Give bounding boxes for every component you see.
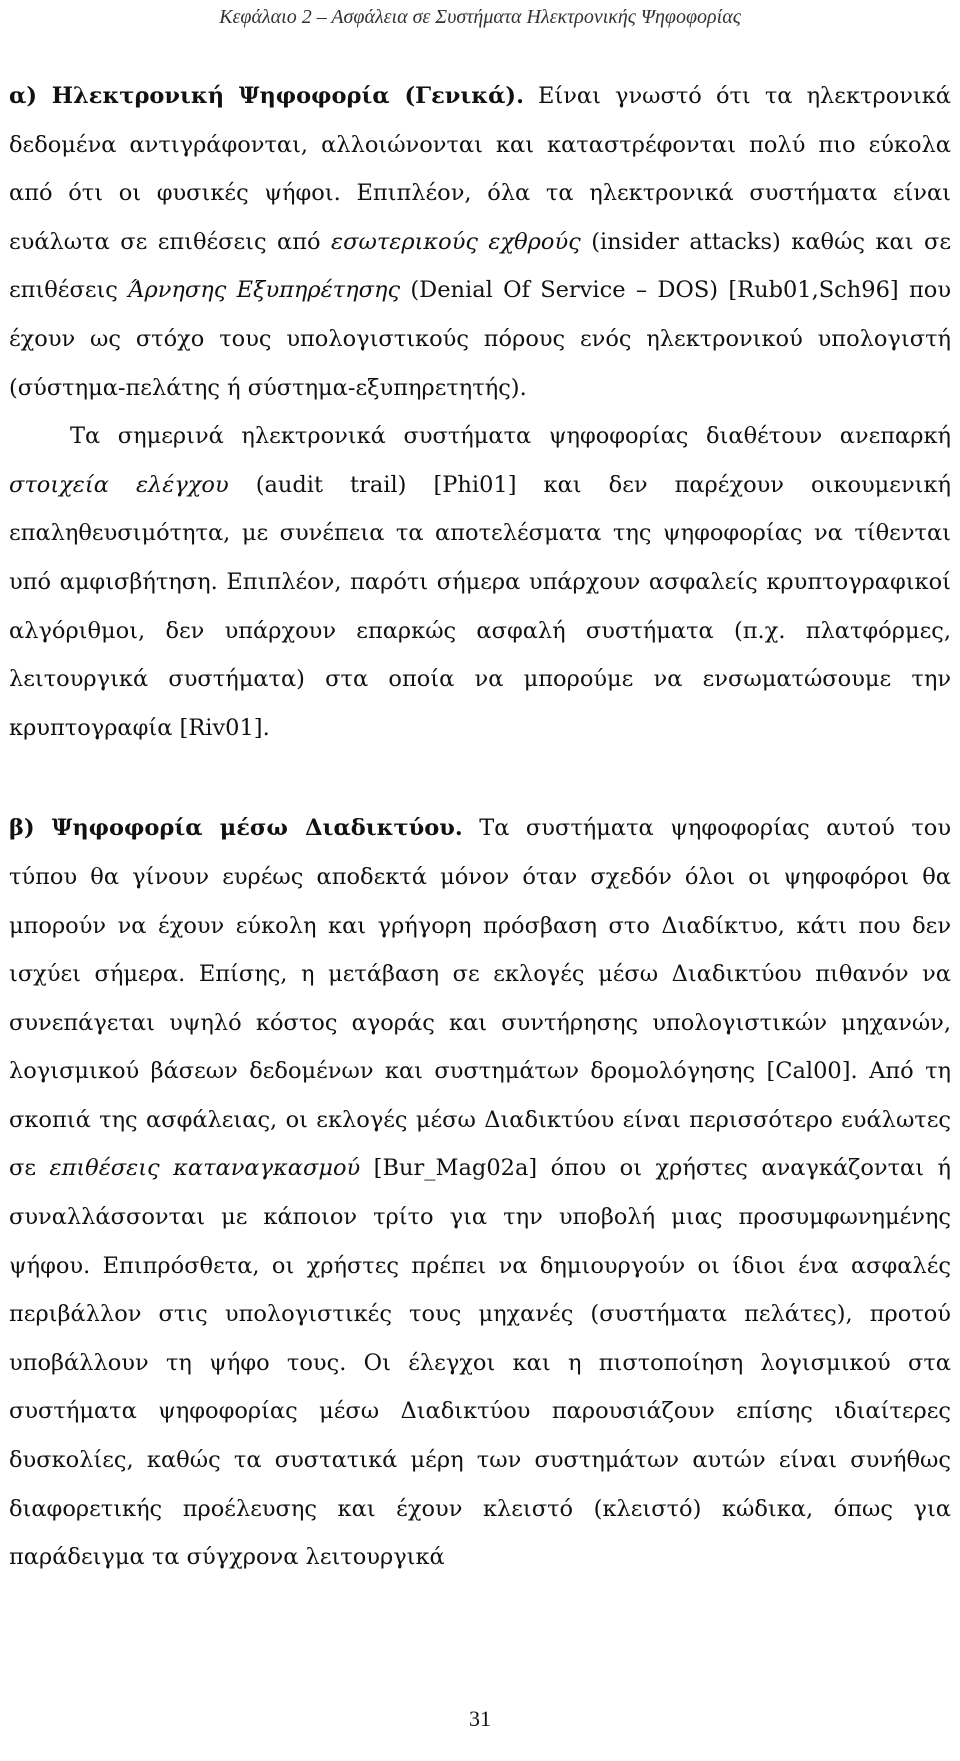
section-heading-b: β) Ψηφοφορία μέσω Διαδικτύου. bbox=[9, 815, 463, 842]
text-run: [Bur_Mag02a] όπου οι χρήστες αναγκάζονται ή συναλλάσσονται με κάποιον τρίτο για την υποβολή μιας προσυμφωνημένης ψήφου. Επιπρόσθετα, οι χρήστες πρέπει να δημιουργούν οι ίδιοι ένα ασφαλές περιβάλλον στις υπολογιστικές τους μηχανές (συστήματα πελάτες), προτού υποβάλλουν τη ψήφο τους. Οι έλεγχοι και η πιστοποίηση λογισμικού στα συστήματα ψηφοφορίας μέσω Διαδικτύου παρουσιάζουν επίσης ιδιαίτερες δυσκολίες, καθώς τα συστατικά μέρη των συστημάτων αυτών είναι συνήθως διαφορετικής προέλευσης και έχουν κλειστό (κλειστό) κώδικα, όπως για παράδειγμα τα σύγχρονα λειτουργικά bbox=[9, 1155, 951, 1571]
section-heading-a: α) Ηλεκτρονική Ψηφοφορία (Γενικά). bbox=[9, 83, 524, 109]
text-run: Τα συστήματα ψηφοφορίας αυτού του τύπου θα γίνουν ευρέως αποδεκτά μόνον όταν σχεδόν όλοι οι ψηφοφόροι θα μπορούν να έχουν εύκολη και γρήγορη πρόσβαση στο Διαδίκτυο, κάτι που δεν ισχύει σήμερα. Επίσης, η μετάβαση σε εκλογές μέσω Διαδικτύου πιθανόν να συνεπάγεται υψηλό κόστος αγοράς και συντήρησης υπολογιστικών μηχανών, λογισμικού βάσεων δεδομένων και συστημάτων δρομολόγησης [Cal00]. Από τη σκοπιά της ασφάλειας, οι εκλογές μέσω Διαδικτύου είναι περισσότερο ευάλωτες σε bbox=[9, 815, 951, 1182]
italic-term: επιθέσεις καταναγκασμού bbox=[49, 1155, 361, 1182]
text-run: Είναι γνωστό ότι τα ηλεκτρονικά δεδομένα αντιγράφονται, αλλοιώνονται και καταστρέφονται πολύ πιο εύκολα από ότι οι φυσικές ψήφοι. Επιπλέον, όλα τα ηλεκτρονικά συστήματα είναι ευάλωτα σε επιθέσεις από bbox=[9, 83, 952, 255]
paragraph-internet-voting bbox=[9, 804, 951, 1582]
text-run: (Denial Of Service – DOS) [Rub01,Sch96] που έχουν ως στόχο τους υπολογιστικούς πόρους ενός ηλεκτρονικού υπολογιστή (σύστημα-πελάτης ή σύστημα-εξυπηρετητής). bbox=[9, 277, 952, 401]
running-header: Κεφάλαιο 2 – Ασφάλεια σε Συστήματα Ηλεκτρονικής Ψηφοφορίας bbox=[219, 6, 741, 28]
italic-term: εσωτερικούς εχθρούς bbox=[331, 228, 581, 255]
paragraph-audit-trail bbox=[9, 412, 951, 752]
italic-term: Άρνησης Εξυπηρέτησης bbox=[128, 277, 401, 304]
page-body bbox=[9, 72, 951, 1582]
paragraph-electronic-voting bbox=[9, 72, 951, 412]
italic-term: στοιχεία ελέγχου bbox=[9, 471, 229, 498]
page-number: 31 bbox=[469, 1706, 491, 1731]
text-run: (insider attacks) καθώς και σε επιθέσεις bbox=[9, 228, 952, 304]
text-run: Τα σημερινά ηλεκτρονικά συστήματα ψηφοφορίας διαθέτουν ανεπαρκή bbox=[70, 423, 951, 450]
section-gap bbox=[9, 752, 951, 804]
text-run: (audit trail) [Phi01] και δεν παρέχουν οικουμενική επαληθευσιμότητα, με συνέπεια τα αποτελέσματα της ψηφοφορίας να τίθενται υπό αμφισβήτηση. Επιπλέον, παρότι σήμερα υπάρχουν ασφαλείς κρυπτογραφικοί αλγόριθμοι, δεν υπάρχουν επαρκώς ασφαλή συστήματα (π.χ. πλατφόρμες, λειτουργικά συστήματα) στα οποία να μπορούμε να ενσωματώσουμε την κρυπτογραφία [Riv01]. bbox=[9, 471, 951, 741]
